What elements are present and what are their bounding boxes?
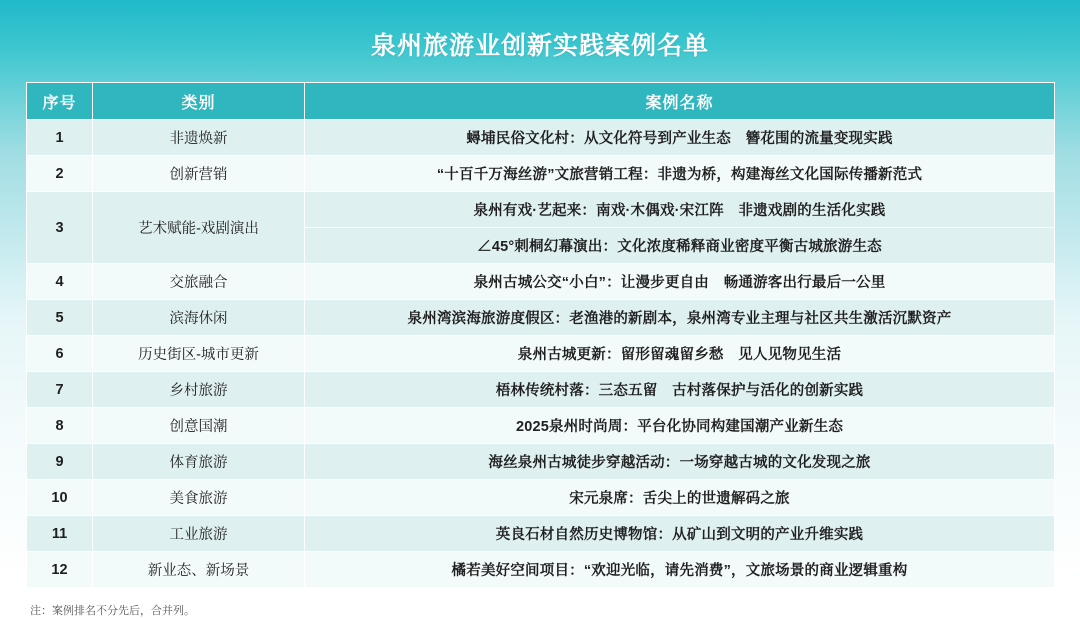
row-index: 11 [27, 516, 93, 552]
table-row [27, 336, 1055, 372]
row-category: 艺术赋能-戏剧演出 [93, 192, 305, 264]
row-category: 交旅融合 [93, 264, 305, 300]
table-row [27, 192, 1055, 228]
row-index: 9 [27, 444, 93, 480]
row-category: 工业旅游 [93, 516, 305, 552]
page-title: 泉州旅游业创新实践案例名单 [370, 32, 709, 60]
header-category: 类别 [93, 83, 305, 120]
table-header-row [27, 83, 1055, 120]
row-category: 创新营销 [93, 156, 305, 192]
table-row [27, 552, 1055, 588]
table-row [27, 516, 1055, 552]
row-category: 新业态、新场景 [93, 552, 305, 588]
row-case-name: 泉州古城公交“小白”：让漫步更自由 畅通游客出行最后一公里 [305, 264, 1055, 300]
row-index: 12 [27, 552, 93, 588]
header-case-name: 案例名称 [305, 83, 1055, 120]
row-category: 创意国潮 [93, 408, 305, 444]
table-body [27, 120, 1055, 588]
row-index: 3 [27, 192, 93, 264]
row-category: 美食旅游 [93, 480, 305, 516]
row-index: 8 [27, 408, 93, 444]
row-category: 非遗焕新 [93, 120, 305, 156]
table-row [27, 480, 1055, 516]
table-row [27, 444, 1055, 480]
row-index: 7 [27, 372, 93, 408]
row-case-name: 英良石材自然历史博物馆：从矿山到文明的产业升维实践 [305, 516, 1055, 552]
row-case-name: 宋元泉席：舌尖上的世遗解码之旅 [305, 480, 1055, 516]
row-case-name: 2025泉州时尚周：平台化协同构建国潮产业新生态 [305, 408, 1055, 444]
footnote: 注：案例排名不分先后，合并列。 [30, 605, 195, 617]
row-category: 乡村旅游 [93, 372, 305, 408]
row-case-name: 泉州湾滨海旅游度假区：老渔港的新剧本，泉州湾专业主理与社区共生激活沉默资产 [305, 300, 1055, 336]
row-case-name: 海丝泉州古城徒步穿越活动：一场穿越古城的文化发现之旅 [305, 444, 1055, 480]
row-case-name: 泉州有戏·艺起来：南戏·木偶戏·宋江阵 非遗戏剧的生活化实践 [305, 192, 1055, 228]
row-index: 1 [27, 120, 93, 156]
table-row [27, 300, 1055, 336]
row-index: 4 [27, 264, 93, 300]
row-case-name: “十百千万海丝游”文旅营销工程：非遗为桥，构建海丝文化国际传播新范式 [305, 156, 1055, 192]
case-list-table [26, 82, 1055, 588]
row-index: 2 [27, 156, 93, 192]
table-row [27, 264, 1055, 300]
row-index: 6 [27, 336, 93, 372]
row-category: 体育旅游 [93, 444, 305, 480]
row-index: 10 [27, 480, 93, 516]
row-case-name: 泉州古城更新：留形留魂留乡愁 见人见物见生活 [305, 336, 1055, 372]
row-case-name: 橘若美好空间项目：“欢迎光临，请先消费”，文旅场景的商业逻辑重构 [305, 552, 1055, 588]
table-row [27, 408, 1055, 444]
table-row [27, 156, 1055, 192]
row-index: 5 [27, 300, 93, 336]
row-case-name: 蟳埔民俗文化村：从文化符号到产业生态 簪花围的流量变现实践 [305, 120, 1055, 156]
header-index: 序号 [27, 83, 93, 120]
row-case-name: ∠45°刺桐幻幕演出：文化浓度稀释商业密度平衡古城旅游生态 [305, 228, 1055, 264]
table-row [27, 120, 1055, 156]
row-case-name: 梧林传统村落：三态五留 古村落保护与活化的创新实践 [305, 372, 1055, 408]
row-category: 历史街区-城市更新 [93, 336, 305, 372]
table-row [27, 372, 1055, 408]
row-category: 滨海休闲 [93, 300, 305, 336]
